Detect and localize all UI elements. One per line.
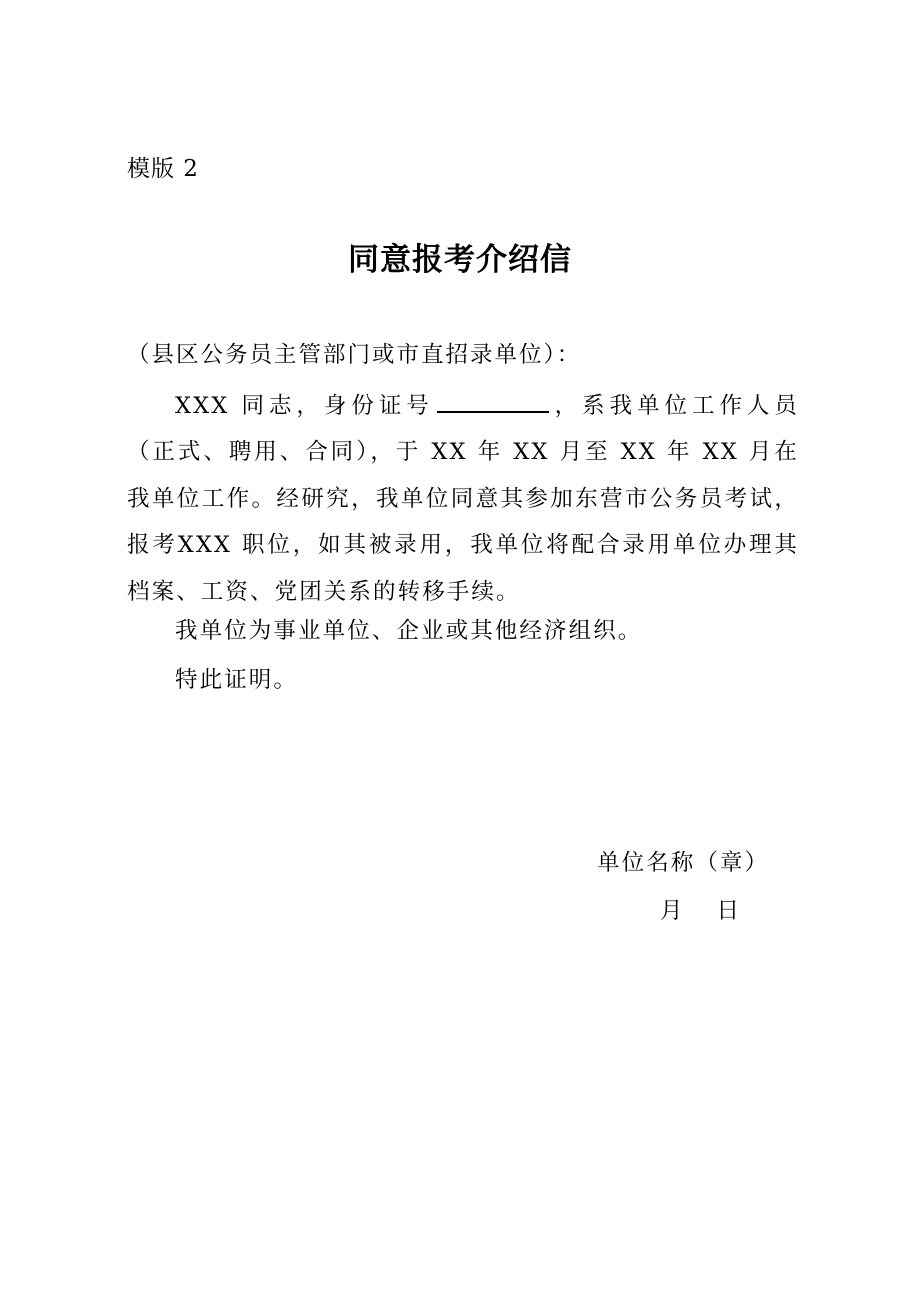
id-number-blank xyxy=(437,389,549,413)
signature-day: 日 xyxy=(716,898,740,924)
body-main-text: ，系我单位工作人员（正式、聘用、合同），于 XX 年 XX 月至 XX 年 XX 月在我单位工作。经研究，我单位同意其参加东营市公务员考试，报考XXX 职位，如其被录用，我单位将配合录用单位办理其档案、工资、党团关系的转移手续。 xyxy=(127,393,799,605)
signature-unit-name: 单位名称（章） xyxy=(597,850,770,876)
document-title: 同意报考介绍信 xyxy=(348,242,572,278)
template-label: 模版 2 xyxy=(127,156,199,182)
unit-type-paragraph: 我单位为事业单位、企业或其他经济组织。 xyxy=(175,618,643,644)
body-paragraph xyxy=(127,383,799,615)
recipient-line: （县区公务员主管部门或市直招录单位）： xyxy=(127,342,582,368)
certification-paragraph: 特此证明。 xyxy=(175,667,299,693)
body-person-text: XXX 同志，身份证号 xyxy=(175,393,434,419)
signature-date xyxy=(660,894,739,928)
signature-month: 月 xyxy=(660,898,683,924)
